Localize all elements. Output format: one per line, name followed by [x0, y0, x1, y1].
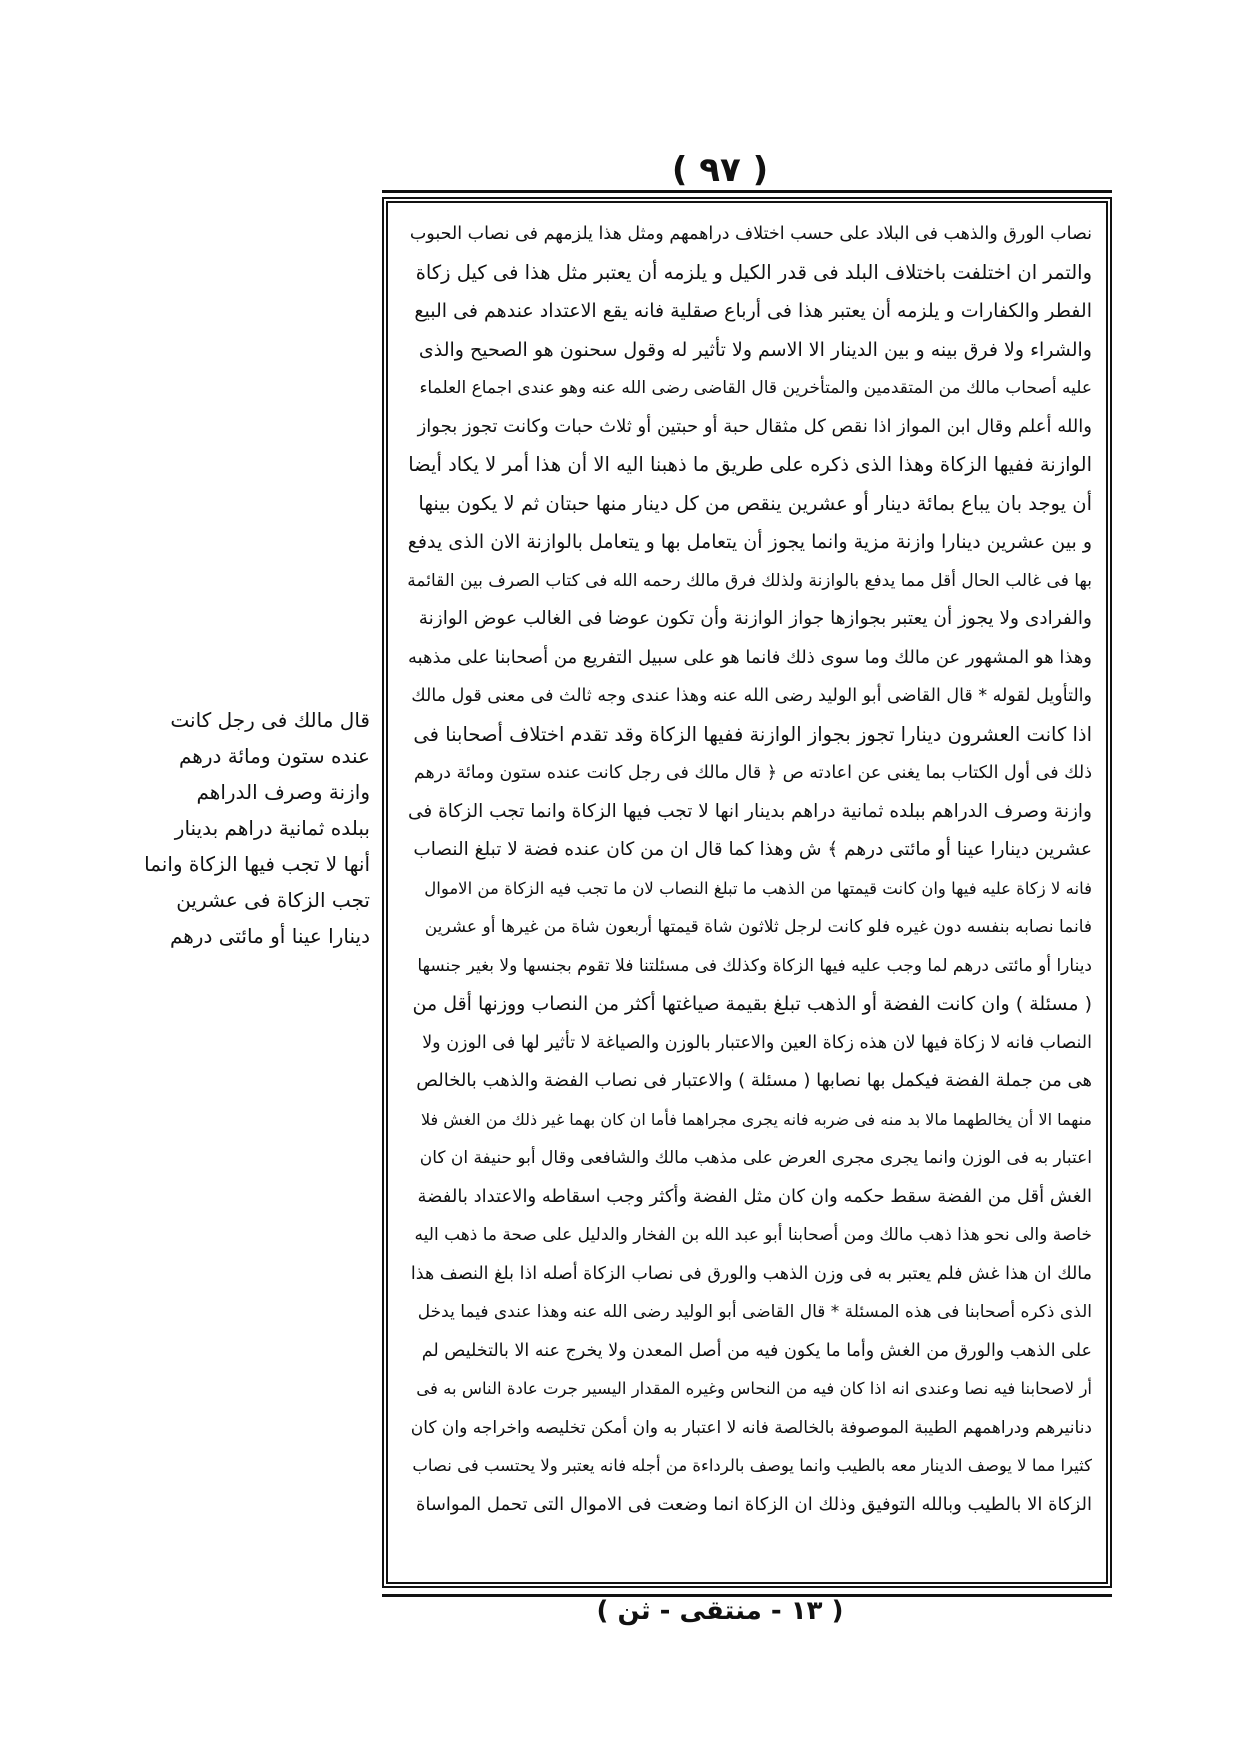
text-line: ذلك فى أول الكتاب بما يغنى عن اعادته ص ﴿ قال مالك فى رجل كانت عنده ستون ومائة درهم: [413, 763, 1092, 783]
text-line: وازنة وصرف الدراهم: [196, 780, 370, 804]
text-line: منهما الا أن يخالطهما مالا بد منه فى ضربه فانه يجرى مجراهما فأما ان كان بهما غير ذلك من الغش فلا: [420, 1109, 1092, 1129]
text-line: أن يوجد بان يباع بمائة دينار أو عشرين ينقص من كل دينار منها حبتان ثم لا يكون بينها: [418, 491, 1092, 515]
text-line: مالك ان هذا غش فلم يعتبر به فى وزن الذهب والورق فى نصاب الزكاة أصله اذا بلغ النصف هذا: [410, 1263, 1092, 1284]
text-line: الغش أقل من الفضة سقط حكمه وان كان مثل الفضة وأكثر وجب اسقاطه والاعتداد بالفضة: [417, 1185, 1092, 1207]
text-line: اعتبار به فى الوزن وانما يجرى مجرى العرض على مذهب مالك والشافعى وقال أبو حنيفة ان كان: [419, 1148, 1092, 1168]
text-line: والله أعلم وقال ابن المواز اذا نقص كل مثقال حبة أو حبتين أو ثلاث حبات وكانت تجوز بجواز: [417, 415, 1092, 437]
text-line: بها فى غالب الحال أقل مما يدفع بالوازنة ولذلك فرق مالك رحمه الله فى كتاب الصرف بين القائمة: [407, 570, 1092, 591]
text-line: دنانيرهم ودراهمهم الطيبة الموصوفة بالخالصة فانه لا اعتبار به وان أمكن تخليصه واخراجه وان كان: [410, 1417, 1092, 1438]
text-line: النصاب فانه لا زكاة فيها لان هذه زكاة العين والاعتبار بالوزن والصياغة لا تأثير لها فى الوزن ولا: [422, 1032, 1092, 1053]
text-line: ( مسئلة ) وان كانت الفضة أو الذهب تبلغ بقيمة صياغتها أكثر من النصاب ووزنها أقل من: [412, 993, 1092, 1015]
text-line: على الذهب والورق من الغش وأما ما يكون فيه من أصل المعدن ولا يخرج عنه الا بالتخليص لم: [421, 1340, 1092, 1361]
text-line: الوازنة ففيها الزكاة وهذا الذى ذكره على طريق ما ذهبنا اليه الا أن هذا أمر لا يكاد أيضا: [408, 453, 1092, 476]
text-line: اذا كانت العشرون دينارا تجوز بجواز الوازنة ففيها الزكاة وقد تقدم اختلاف أصحابنا فى: [413, 722, 1092, 746]
text-line: الفطر والكفارات و يلزمه أن يعتبر هذا فى أرباع صقلية فانه يقع الاعتداد عندهم فى البيع: [414, 300, 1092, 322]
text-line: قال مالك فى رجل كانت: [170, 708, 370, 732]
text-line: فانه لا زكاة عليه فيها وان كانت قيمتها من الذهب ما تبلغ النصاب لان ما تجب فيه الزكاة من الاموال: [424, 878, 1092, 898]
text-line: دينارا عينا أو مائتى درهم: [169, 924, 370, 948]
text-line: أر لاصحابنا فيه نصا وعندى انه اذا كان فيه من النحاس وغيره المقدار اليسير جرت عادة الناس به فى: [416, 1379, 1092, 1398]
text-line: خاصة والى نحو هذا ذهب مالك ومن أصحابنا أبو عبد الله بن الفخار والدليل على صحة ما ذهب اليه: [414, 1225, 1092, 1245]
main-text-body: [406, 215, 1092, 1524]
text-line: أنها لا تجب فيها الزكاة وانما: [144, 852, 370, 876]
margin-note: [144, 702, 370, 954]
footer-signature: ( ١٣ - منتقى - ثن ): [596, 1596, 844, 1626]
text-line: والتأويل لقوله * قال القاضى أبو الوليد رضى الله عنه وهذا عندى وجه ثالث فى معنى قول مالك: [411, 686, 1092, 706]
text-line: وازنة وصرف الدراهم ببلده ثمانية دراهم بدينار انها لا تجب فيها الزكاة وانما تجب الزكاة فى: [407, 800, 1092, 822]
text-line: فانما نصابه بنفسه دون غيره فلو كانت لرجل ثلاثون شاة قيمتها أربعون شاة من غيرها أو عشرين: [424, 917, 1092, 937]
text-line: تجب الزكاة فى عشرين: [176, 888, 370, 912]
top-rule: [382, 190, 1112, 193]
text-line: عليه أصحاب مالك من المتقدمين والمتأخرين قال القاضى رضى الله عنه وهو عندى اجماع العلماء: [419, 378, 1092, 398]
text-line: عشرين دينارا عينا أو مائتى درهم ﴾ ش وهذا كما قال ان من كان عنده فضة لا تبلغ النصاب: [413, 839, 1092, 860]
text-line: والفرادى ولا يجوز أن يعتبر بجوازها جواز الوازنة وأن تكون عوضا فى الغالب عوض الوازنة: [418, 608, 1092, 629]
text-line: والتمر ان اختلفت باختلاف البلد فى قدر الكيل و يلزمه أن يعتبر مثل هذا فى كيل زكاة: [415, 260, 1092, 284]
text-line: دينارا أو مائتى درهم لما وجب عليه فيها الزكاة وكذلك فى مسئلتنا فلا تقوم بجنسها ولا بغير جنسها: [417, 955, 1092, 976]
main-text-frame: [382, 197, 1112, 1588]
text-line: الذى ذكره أصحابنا فى هذه المسئلة * قال القاضى أبو الوليد رضى الله عنه وهذا عندى فيما يدخل: [417, 1302, 1092, 1322]
text-line: نصاب الورق والذهب فى البلاد على حسب اختلاف دراهمهم ومثل هذا يلزمهم فى نصاب الحبوب: [409, 224, 1092, 244]
text-line: عنده ستون ومائة درهم: [178, 744, 370, 768]
text-line: هى من جملة الفضة فيكمل بها نصابها ( مسئلة ) والاعتبار فى نصاب الفضة والذهب بالخالص: [416, 1070, 1092, 1091]
text-line: و بين عشرين دينارا وازنة مزية وانما يجوز أن يتعامل بها و يتعامل بالوازنة الان الذى يدفع: [407, 531, 1092, 553]
text-line: كثيرا مما لا يوصف الدينار معه بالطيب وانما يوصف بالرداءة من أجله فانه يعتبر ولا يحتسب فى نصاب: [412, 1456, 1092, 1475]
page-number: ( ٩٧ ): [671, 150, 769, 190]
text-line: والشراء ولا فرق بينه و بين الدينار الا الاسم ولا تأثير له وقول سحنون هو الصحيح والذى: [418, 338, 1092, 361]
text-line: الزكاة الا بالطيب وبالله التوفيق وذلك ان الزكاة انما وضعت فى الاموال التى تحمل المواساة: [415, 1493, 1092, 1515]
text-line: وهذا هو المشهور عن مالك وما سوى ذلك فانما هو على سبيل التفريع من أصحابنا على مذهبه: [407, 646, 1092, 668]
text-line: ببلده ثمانية دراهم بدينار: [174, 816, 370, 840]
